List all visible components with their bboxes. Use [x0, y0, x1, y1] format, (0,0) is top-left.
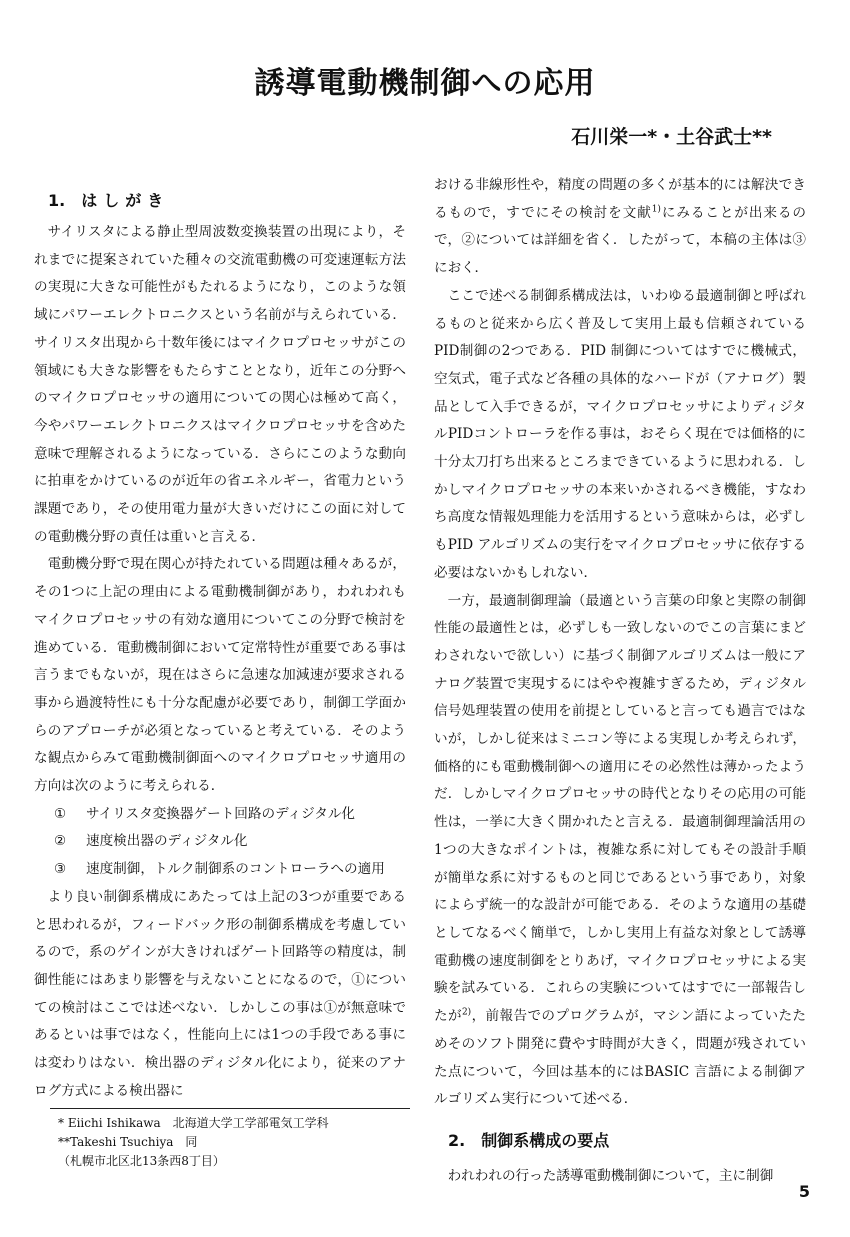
paper-title: 誘導電動機制御への応用 [254, 66, 596, 101]
section-1-paragraph-6 [434, 588, 806, 1114]
footnotes [58, 1114, 329, 1171]
right-column [434, 172, 806, 1191]
section-1-paragraph-2: 電動機分野で現在関心が持たれている問題は種々あるが，その1つに上記の理由による電動機制御があり，われわれもマイクロプロセッサの有効な適用についてこの分野で検討を進めている．電動機制御において定常特性が重要である事は言うまでもないが，現在はさらに急速な加減速が要求される事から過渡特性にも十分な配慮が必要であり，制御工学面からのアプローチが必須となっていると考えている．そのような観点からみて電動機制御面へのマイクロプロセッサ適用の方向は次のように考えられる． [34, 556, 406, 795]
paragraph-text: 一方，最適制御理論（最適という言葉の印象と実際の制御性能の最適性とは，必ずしも一致しないのでこの言葉にまどわされないで欲しい）に基づく制御アルゴリズムは一般にアナログ装置で実現するにはやや複雑すぎるため，ディジタル信号処理装置の使用を前提としていると言っても過言ではないが，しかし従来はミニコン等による実現しか考えられず，価格的にも電動機制御への適用にその必然性は薄かったようだ．しかしマイクロプロセッサの時代となりその応用の可能性は，一挙に大きく開かれたと言える．最適制御理論活用の1つの大きなポイントは，複雑な系に対してもその設計手順が簡単な系に対するものと同じであるという事であり，対象によらず統一的な設計が可能である．そのような適用の基礎としてなるべく簡単で，しかし実用上有益な対象として誘導電動機の速度制御をとりあげ，マイクロプロセッサによる実験を試みている．これらの実験についてはすでに一部報告したが [434, 592, 806, 1025]
section-1-paragraph-4 [434, 172, 806, 283]
left-column [34, 182, 406, 1106]
footnote-rule [50, 1108, 410, 1109]
list-item [34, 828, 406, 856]
paragraph-text: ，前報告でのプログラムが，マシン語によっていたためそのソフト開発に費やす時間が大きく，問題が残されていた点について，今回は基本的にはBASIC 言語による制御アルゴリズム実行について述べる． [434, 1008, 807, 1108]
footnote-1: * Eiichi Ishikawa 北海道大学工学部電気工学科 [58, 1116, 329, 1130]
section-1-paragraph-1: サイリスタによる静止型周波数変換装置の出現により，それまでに提案されていた種々の交流電動機の可変速運転方法の実現に大きな可能性がもたれるようになり，このような領域にパワーエレクトロニクスという名前が与えられている．サイリスタ出現から十数年後にはマイクロプロセッサがこの領域にも大きな影響をもたらすこととなり，近年この分野へのマイクロプロセッサの適用についての関心は極めて高く，今やパワーエレクトロニクスはマイクロプロセッサを含めた意味で理解されるようになっている．さらにこのような動向に拍車をかけているのが近年の省エネルギー，省電力という課題であり，その使用電力量が大きいだけにこの面に対しての電動機分野の責任は重いと言える． [34, 224, 406, 545]
footnote-address: （札幌市北区北13条西8丁目） [58, 1154, 225, 1168]
list-marker: ① [54, 805, 67, 822]
list-item-text: 速度検出器のディジタル化 [86, 833, 248, 850]
list-item [34, 856, 406, 884]
paragraph-text: おける非線形性や，精度の問題の多くが基本的には解決できるもので，すでにその検討を文献 [434, 177, 806, 221]
section-1-title: はしがき [81, 191, 170, 210]
section-2-paragraph-1: われわれの行った誘導電動機制御について，主に制御 [447, 1167, 774, 1184]
citation-2: 2) [461, 1007, 472, 1018]
section-1-paragraph-5: ここで述べる制御系構成法は，いわゆる最適制御と呼ばれるものと従来から広く普及して実用上最も信頼されているPID制御の2つである．PID 制御についてはすでに機械式，空気式，電子式など各種の具体的なハードが（アナログ）製品として入手できるが，マイクロプロセッサによりディジタルPIDコントローラを作る事は，おそらく現在では価格的に十分太刀打ち出来るところまできているように思われる．しかしマイクロプロセッサの本来いかされるべき機能，すなわち高度な情報処理能力を活用するという意味からは，必ずしもPID アルゴリズムの実行をマイクロプロセッサに依存する必要はないかもしれない． [434, 287, 806, 581]
section-1-number: 1. [48, 191, 66, 210]
footnote-2: **Takeshi Tsuchiya 同 [58, 1135, 198, 1149]
section-2-number: 2. [448, 1130, 466, 1150]
list-item-text: 速度制御，トルク制御系のコントローラへの適用 [86, 861, 385, 878]
list-item-text: サイリスタ変換器ゲート回路のディジタル化 [86, 805, 356, 822]
citation-1: 1) [651, 204, 661, 215]
section-1-paragraph-3: より良い制御系構成にあたっては上記の3つが重要であると思われるが，フィードバック形の制御系構成を考慮しているので，系のゲインが大きければゲート回路等の精度は，制御性能にはあまり影響を与えないことになるので，①についての検討はここでは述べない．しかしこの事は①が無意味であるといは事ではなく，性能向上には1つの手段である事には変わりはない．検出器のディジタル化により，従来のアナログ方式による検出器に [34, 888, 406, 1099]
authors: 石川栄一*・土谷武士** [571, 126, 772, 148]
list-item [34, 801, 406, 829]
page-number: 5 [798, 1182, 810, 1201]
paragraph-text: にみることが出来るので，②については詳細を省く．したがって，本稿の主体は③におく． [434, 204, 806, 277]
section-2-heading [448, 1128, 806, 1151]
list-marker: ② [54, 833, 67, 850]
section-1-heading [48, 188, 406, 211]
list-marker: ③ [54, 861, 67, 878]
section-2-title: 制御系構成の要点 [481, 1130, 610, 1150]
application-list [34, 801, 406, 884]
